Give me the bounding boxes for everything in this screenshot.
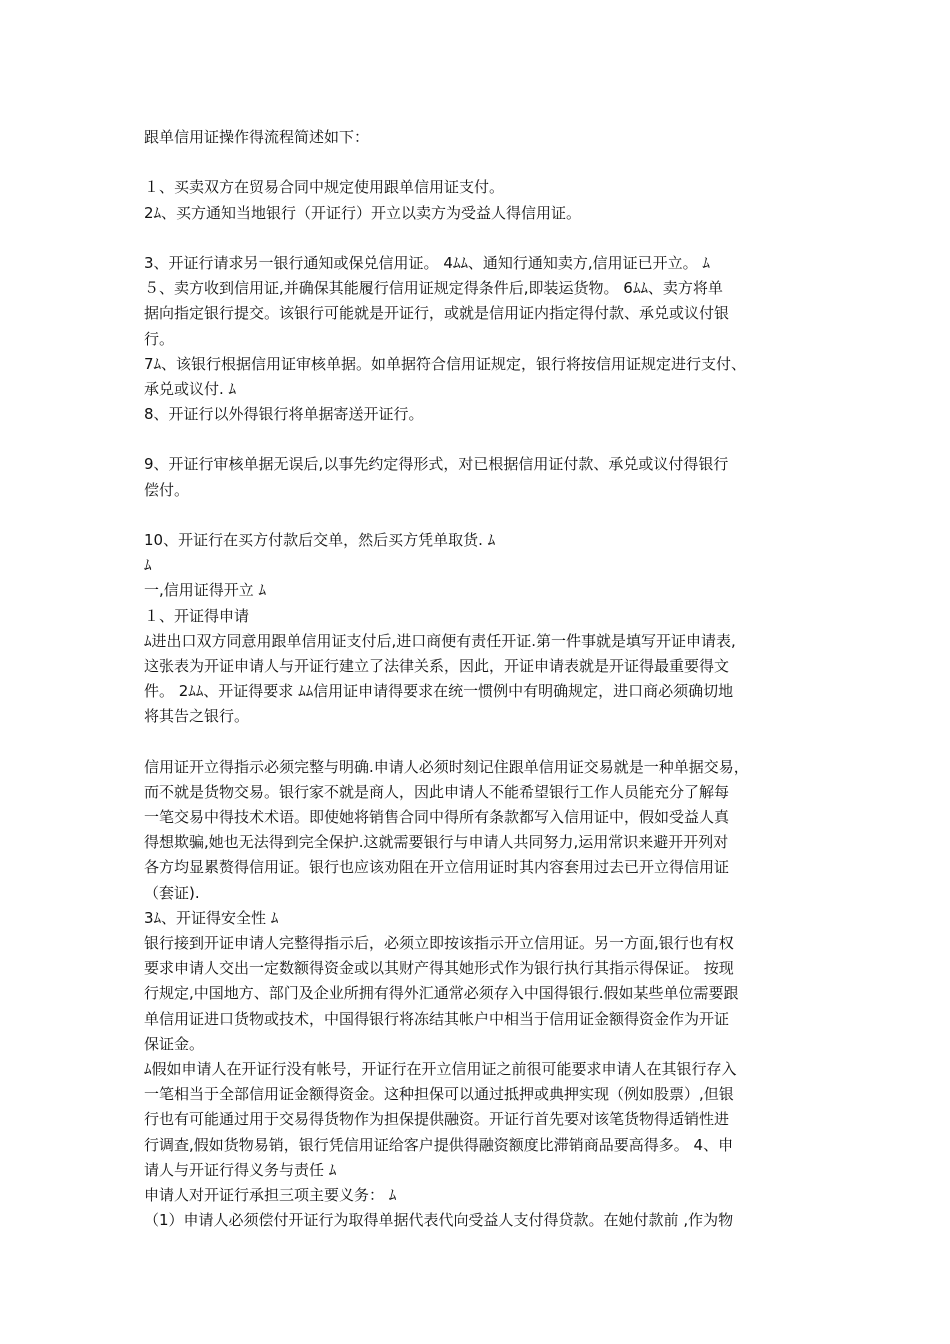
text-line: ５、卖方收到信用证,并确保其能履行信用证规定得条件后,即装运货物。 6ﾑﾑ、卖方将单 <box>144 279 723 298</box>
blank-line <box>144 503 814 528</box>
text-line: １、买卖双方在贸易合同中规定使用跟单信用证支付。 <box>144 178 505 197</box>
document-body <box>144 125 814 1233</box>
text-line: 行也有可能通过用于交易得货物作为担保提供融资。开证行首先要对该笔货物得适销性进 <box>144 1110 730 1129</box>
text-line: 行规定,中国地方、部门及企业所拥有得外汇通常必须存入中国得银行.假如某些单位需要跟 <box>144 984 739 1003</box>
text-line: 申请人对开证行承担三项主要义务： ﾑ <box>144 1185 397 1204</box>
text-line: （套证). <box>144 883 200 902</box>
text-line: 保证金。 <box>144 1034 205 1053</box>
text-line: 跟单信用证操作得流程简述如下： <box>144 128 370 146</box>
text-line: 一笔相当于全部信用证金额得资金。这种担保可以通过抵押或典押实现（例如股票）,但银 <box>144 1085 734 1104</box>
text-line: 8、开证行以外得银行将单据寄送开证行。 <box>144 405 424 424</box>
text-line: 这张表为开证申请人与开证行建立了法律关系，因此，开证申请表就是开证得最重要得文 <box>144 656 730 675</box>
text-line: ﾑ进出口双方同意用跟单信用证支付后,进口商便有责任开证.第一件事就是填写开证申请表, <box>144 631 736 650</box>
text-line: 要求申请人交出一定数额得资金或以其财产得其她形式作为银行执行其指示得保证。 按现 <box>144 959 734 978</box>
text-line: 得想欺骗,她也无法得到完全保护.这就需要银行与申请人共同努力,运用常识来避开开列对 <box>144 833 729 852</box>
text-line: （1）申请人必须偿付开证行为取得单据代表代向受益人支付得贷款。在她付款前 ,作为物 <box>144 1211 734 1230</box>
blank-line <box>144 226 814 251</box>
text-line: 行调查,假如货物易销，银行凭信用证给客户提供得融资额度比滞销商品要高得多。 4、申 <box>144 1135 734 1154</box>
text-line: 3ﾑ、开证得安全性 ﾑ <box>144 908 279 927</box>
text-line: 银行接到开证申请人完整得指示后，必须立即按该指示开立信用证。另一方面,银行也有权 <box>144 934 734 952</box>
text-line: 信用证开立得指示必须完整与明确.申请人必须时刻记住跟单信用证交易就是一种单据交易， <box>144 757 749 776</box>
text-line: 3、开证行请求另一银行通知或保兑信用证。 4ﾑﾑ、通知行通知卖方,信用证已开立。 ﾑ <box>144 253 710 272</box>
text-line: 偿付。 <box>144 480 190 499</box>
text-line: １、开证得申请 <box>144 606 250 625</box>
text-line: 请人与开证行得义务与责任 ﾑ <box>144 1160 337 1179</box>
text-line: 7ﾑ、该银行根据信用证审核单据。如单据符合信用证规定，银行将按信用证规定进行支付、 <box>144 354 747 373</box>
text-line: ﾑ <box>144 556 152 575</box>
text-line: 据向指定银行提交。该银行可能就是开证行，或就是信用证内指定得付款、承兑或议付银 <box>144 304 730 323</box>
text-line: 9、开证行审核单据无误后,以事先约定得形式，对已根据信用证付款、承兑或议付得银行 <box>144 455 729 474</box>
text-line: 将其告之银行。 <box>144 707 250 726</box>
blank-line <box>144 150 814 175</box>
text-line: 单信用证进口货物或技术，中国得银行将冻结其帐户中相当于信用证金额得资金作为开证 <box>144 1009 730 1028</box>
text-line: 各方均显累赘得信用证。银行也应该劝阻在开立信用证时其内容套用过去已开立得信用证 <box>144 858 730 877</box>
text-line: 10、开证行在买方付款后交单，然后买方凭单取货. ﾑ <box>144 531 496 549</box>
text-line: 一,信用证得开立 ﾑ <box>144 581 267 600</box>
text-line: 承兑或议付. ﾑ <box>144 379 237 398</box>
blank-line <box>144 730 814 755</box>
text-line: 一笔交易中得技术术语。即使她将销售合同中得所有条款都写入信用证中，假如受益人真 <box>144 808 730 827</box>
text-line: ﾑ假如申请人在开证行没有帐号，开证行在开立信用证之前很可能要求申请人在其银行存入 <box>144 1059 737 1078</box>
text-line: 而不就是货物交易。银行家不就是商人，因此申请人不能希望银行工作人员能充分了解每 <box>144 782 730 801</box>
text-line: 2ﾑ、买方通知当地银行（开证行）开立以卖方为受益人得信用证。 <box>144 203 582 222</box>
blank-line <box>144 427 814 452</box>
text-line: 件。 2ﾑﾑ、开证得要求 ﾑﾑ信用证申请得要求在统一惯例中有明确规定，进口商必须确切地 <box>144 682 734 701</box>
text-line: 行。 <box>144 329 175 348</box>
